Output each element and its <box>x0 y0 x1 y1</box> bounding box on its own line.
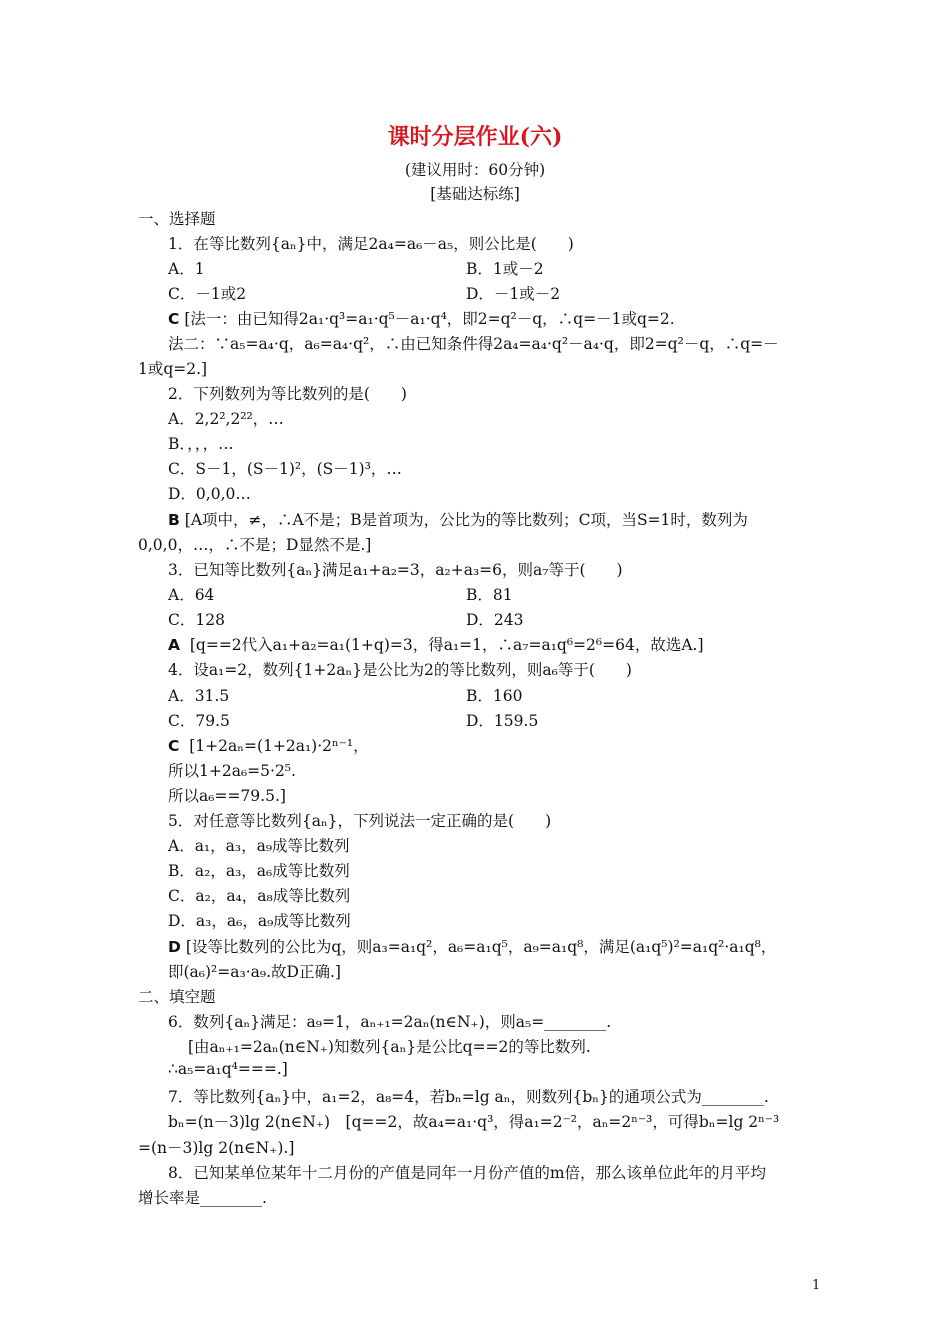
q1-answer: C <box>168 310 180 328</box>
q2-solution-line1: B [A项中，≠，∴A不是；B是首项为，公比为的等比数列；C项，当S=1时，数列为 <box>168 511 748 529</box>
q2-option-b: B．，，，… <box>168 435 234 453</box>
q8-stem: 8．已知某单位某年十二月份的产值是同年一月份产值的m倍，那么该单位此年的月平均 <box>168 1164 767 1182</box>
q2-stem: 2．下列数列为等比数列的是( ) <box>168 385 407 403</box>
q6-solution-line2: ∴a₅=a₁q⁴===.] <box>168 1060 288 1078</box>
q1-solution-line2: 法二：∵a₅=a₄·q，a₆=a₄·q²，∴由已知条件得2a₄=a₄·q²－a₄·q，即2=q²－q，∴q=－ <box>168 335 779 353</box>
q3-answer: A <box>168 636 180 654</box>
q3-solution-line1: A [q==2代入a₁+a₂=a₁(1+q)=3，得a₁=1，∴a₇=a₁q⁶=2⁶=64，故选A.] <box>168 636 704 654</box>
q7-solution-line1: bₙ=(n－3)lg 2(n∈N₊) [q==2，故a₄=a₁·q³，得a₁=2⁻²，aₙ=2ⁿ⁻³，可得bₙ=lg 2ⁿ⁻³ <box>168 1113 780 1131</box>
q2-option-d: D．0,0,0… <box>168 485 251 503</box>
q3-option-c: C．128 <box>168 611 225 629</box>
level-label: [基础达标练] <box>430 185 520 203</box>
q4-solution-line1: C [1+2aₙ=(1+2a₁)·2ⁿ⁻¹， <box>168 737 369 755</box>
q4-solution-line2: 所以1+2a₆=5·2⁵. <box>168 762 296 780</box>
q3-option-d: D．243 <box>466 611 524 629</box>
q5-option-d: D．a₃，a₆，a₉成等比数列 <box>168 912 351 930</box>
q6-solution-line1: [由aₙ₊₁=2aₙ(n∈N₊)知数列{aₙ}是公比q==2的等比数列. <box>188 1038 591 1056</box>
q5-option-a: A．a₁，a₃，a₉成等比数列 <box>168 837 350 855</box>
q3-stem: 3．已知等比数列{aₙ}满足a₁+a₂=3，a₂+a₃=6，则a₇等于( ) <box>168 561 623 579</box>
q7-stem: 7．等比数列{aₙ}中，a₁=2，a₈=4，若bₙ=lg aₙ，则数列{bₙ}的通项公式为________. <box>168 1088 769 1106</box>
q5-option-b: B．a₂，a₃，a₆成等比数列 <box>168 862 350 880</box>
q1-option-c: C．－1或2 <box>168 285 247 303</box>
q5-answer: D <box>168 938 181 956</box>
page-title: 课时分层作业(六) <box>387 124 563 150</box>
q4-solution-line3: 所以a₆==79.5.] <box>168 787 286 805</box>
q1-option-d: D．－1或－2 <box>466 285 561 303</box>
q1-solution-line1: C [法一：由已知得2a₁·q³=a₁·q⁵－a₁·q⁴，即2=q²－q，∴q=－1或q=2. <box>168 310 675 328</box>
q2-solution-line2: 0,0,0，…，∴不是；D显然不是.] <box>138 536 372 554</box>
q5-stem: 5．对任意等比数列{aₙ}，下列说法一定正确的是( ) <box>168 812 552 830</box>
q1-option-b: B．1或－2 <box>466 260 544 278</box>
q1-solution-line3: 1或q=2.] <box>138 360 208 378</box>
q2-option-c: C．S－1，(S－1)²，(S－1)³，… <box>168 460 402 478</box>
q5-option-c: C．a₂，a₄，a₈成等比数列 <box>168 887 351 905</box>
q6-stem: 6．数列{aₙ}满足：a₉=1，aₙ₊₁=2aₙ(n∈N₊)，则a₅=________. <box>168 1013 612 1031</box>
q5-solution-line2: 即(a₆)²=a₃·a₉.故D正确.] <box>168 963 341 981</box>
q4-stem: 4．设a₁=2，数列{1+2aₙ}是公比为2的等比数列，则a₆等于( ) <box>168 661 632 679</box>
q2-option-a: A．2,2²,2²²，… <box>168 410 284 428</box>
q4-answer: C <box>168 737 180 755</box>
q3-option-a: A．64 <box>168 586 215 604</box>
q2-answer: B <box>168 511 180 529</box>
q1-option-a: A．1 <box>168 260 205 278</box>
q5-solution-line1: D [设等比数列的公比为q，则a₃=a₁q²，a₆=a₁q⁵，a₉=a₁q⁸，满足(a₁q⁵)²=a₁q²·a₁q⁸， <box>168 938 777 956</box>
q8-stem-line2: 增长率是________. <box>138 1189 267 1207</box>
q4-option-c: C．79.5 <box>168 712 230 730</box>
section-heading-choice: 一、选择题 <box>138 210 216 228</box>
q1-stem: 1．在等比数列{aₙ}中，满足2a₄=a₆－a₅，则公比是( ) <box>168 235 574 253</box>
q7-solution-line2: =(n－3)lg 2(n∈N₊).] <box>138 1139 295 1157</box>
page-number: 1 <box>812 1278 821 1293</box>
q3-option-b: B．81 <box>466 586 513 604</box>
q4-option-d: D．159.5 <box>466 712 539 730</box>
q4-option-a: A．31.5 <box>168 687 230 705</box>
section-heading-fill: 二、填空题 <box>138 988 216 1006</box>
suggested-time: (建议用时：60分钟) <box>404 161 546 179</box>
q4-option-b: B．160 <box>466 687 523 705</box>
